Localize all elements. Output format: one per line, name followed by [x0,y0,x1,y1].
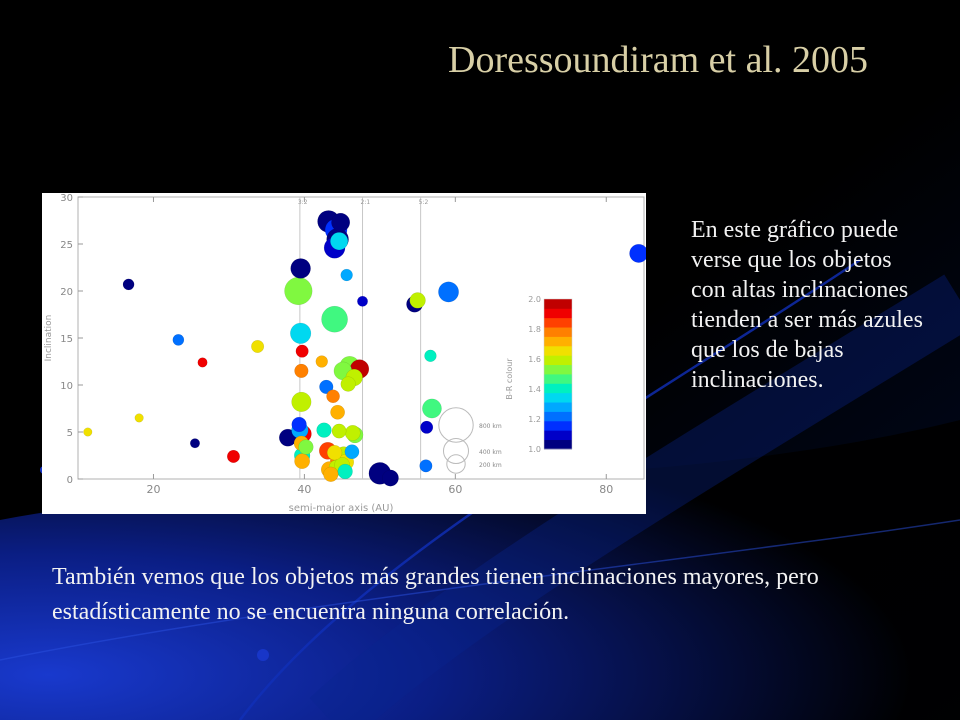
colorbar-tick-label: 1.4 [528,385,541,394]
scatter-chart [42,193,646,514]
resonance-label: 3:2 [297,199,308,206]
data-point [341,269,353,281]
side-text: En este gráfico puede verse que los objetos con altas inclinaciones tienden a ser más azules que los de bajas inclinaciones. [691,217,923,393]
size-legend-label: 400 km [479,449,502,456]
data-point [316,356,328,368]
slide-title: Doressoundiram et al. 2005 [448,39,869,81]
resonance-label: 5:2 [418,199,429,206]
bottom-text: También vemos que los objetos más grandes tienen inclinaciones mayores, pero estadísticamente no se encuentra ninguna correlación. [52,564,819,625]
data-point [227,450,240,463]
data-point [332,424,346,438]
colorbar-segment [544,299,572,309]
data-point [630,244,646,262]
colorbar-segment [544,402,572,412]
data-point [345,445,359,459]
x-tick-label: 80 [599,483,614,496]
data-point [299,440,314,455]
data-point [382,470,398,486]
resonance-label: 2:1 [360,199,371,206]
data-point [338,464,353,479]
data-point [285,277,313,305]
colorbar-segment [544,308,572,318]
data-point [295,364,309,378]
x-tick-label: 40 [297,483,312,496]
colorbar-segment [544,346,572,356]
colorbar-segment [544,327,572,337]
y-tick-label: 15 [60,334,73,345]
data-point [327,445,342,460]
data-point [420,421,433,434]
data-point [330,232,348,250]
data-point [292,392,312,412]
data-point [438,282,458,302]
data-point [198,358,208,368]
colorbar-segment [544,318,572,328]
data-point [331,213,349,231]
data-point [422,399,441,418]
data-point [135,414,144,423]
colorbar-tick-label: 1.2 [528,415,541,424]
colorbar-label: B-R colour [505,358,514,400]
data-point [345,425,360,440]
data-point [251,340,264,353]
colorbar-segment [544,440,572,450]
y-tick-label: 25 [60,240,73,251]
x-tick-label: 60 [448,483,463,496]
colorbar-segment [544,430,572,440]
colorbar-segment [544,421,572,431]
data-point [317,423,332,438]
colorbar-segment [544,412,572,422]
data-point [294,453,309,468]
data-point [420,460,433,473]
data-point [123,279,134,290]
data-point [410,293,426,309]
data-point [327,390,340,403]
colorbar-segment [544,365,572,375]
y-tick-label: 30 [60,193,73,204]
colorbar-segment [544,374,572,384]
decor-dot [257,649,269,661]
data-point [330,405,344,419]
data-point [323,467,338,482]
size-legend-label: 800 km [479,423,502,430]
y-tick-label: 5 [66,428,73,439]
data-point [357,296,367,306]
data-point [290,323,311,344]
size-legend-label: 200 km [479,462,502,469]
data-point [341,377,356,392]
colorbar-segment [544,337,572,347]
x-axis-label: semi-major axis (AU) [288,503,394,514]
data-point [322,306,348,332]
y-axis-label: Inclination [44,314,54,362]
data-point [424,350,436,362]
colorbar-segment [544,383,572,393]
colorbar-tick-label: 2.0 [528,295,541,304]
colorbar-tick-label: 1.6 [528,355,541,364]
x-tick-label: 20 [146,483,161,496]
data-point [84,428,93,437]
colorbar-tick-label: 1.0 [528,445,541,454]
data-point [296,345,309,358]
data-point [173,334,184,345]
data-point [291,258,311,278]
data-point [292,417,307,432]
colorbar-segment [544,355,572,365]
colorbar-tick-label: 1.8 [528,325,541,334]
data-point [190,439,200,449]
colorbar-segment [544,393,572,403]
y-tick-label: 20 [60,287,73,298]
y-tick-label: 0 [66,475,73,486]
y-tick-label: 10 [60,381,73,392]
